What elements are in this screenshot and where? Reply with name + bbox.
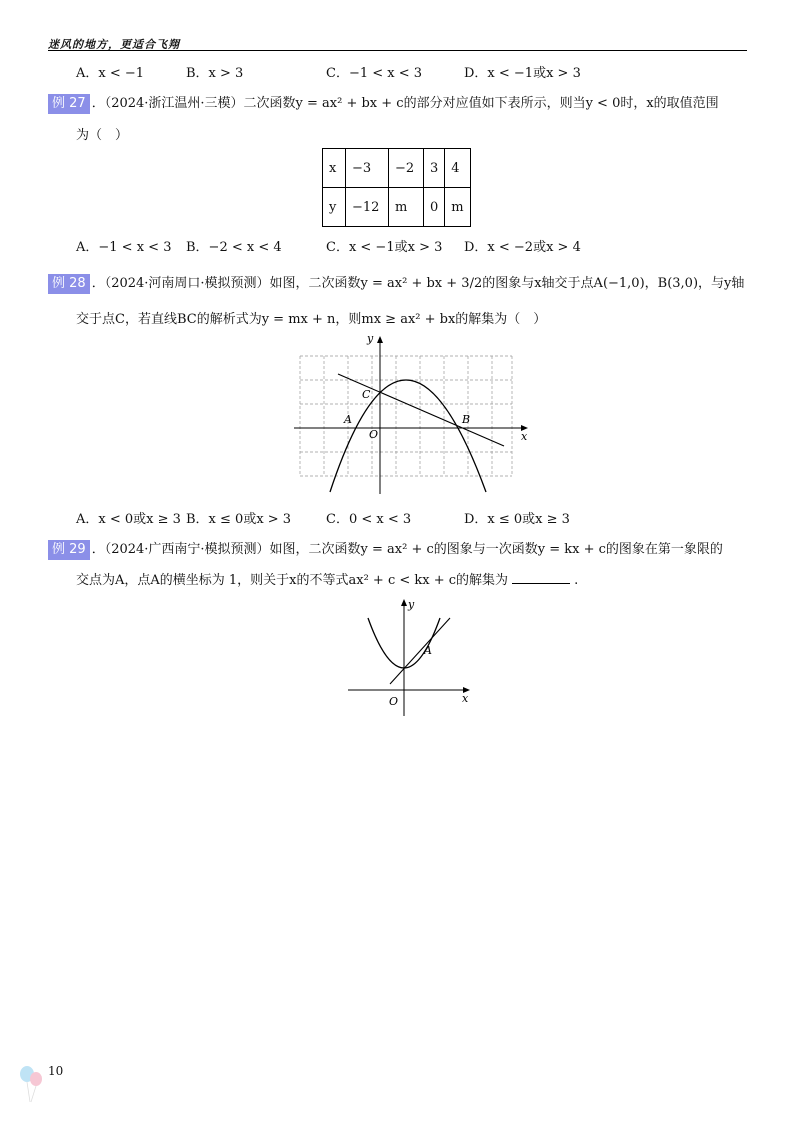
q28-label-o: O <box>369 428 379 441</box>
q27-option-c: C．x < −1或x > 3 <box>326 240 443 255</box>
q28-label-y: y <box>367 334 374 345</box>
q28-text-1: ．（2024·河南周口·模拟预测）如图，二次函数y = ax² + bx + 3/2的图象与x轴交于点A(−1,0)，B(3,0)，与y轴 <box>91 276 745 291</box>
header-rule <box>48 50 747 51</box>
table-cell: 3 <box>424 149 445 188</box>
table-row <box>323 149 471 188</box>
q28-badge: 例 28 <box>48 274 90 294</box>
q27-badge: 例 27 <box>48 94 90 114</box>
q28-label-c: C <box>362 388 371 401</box>
q27-option-d: D．x < −2或x > 4 <box>464 240 581 255</box>
q29-line <box>390 618 450 684</box>
q28-grid <box>300 356 512 476</box>
q26-option-a: A．x < −1 <box>76 66 145 81</box>
q28-option-b: B．x ≤ 0或x > 3 <box>186 512 292 527</box>
table-cell: m <box>389 188 424 227</box>
table-cell: 4 <box>445 149 470 188</box>
q29-text-1: ．（2024·广西南宁·模拟预测）如图，二次函数y = ax² + c的图象与一次函数y = kx + c的图象在第一象限的 <box>91 542 723 557</box>
q27-option-a: A．−1 < x < 3 <box>76 240 172 255</box>
q29-text-3: . <box>574 573 579 588</box>
q29-label-x: x <box>462 692 469 705</box>
table-cell: y <box>323 188 346 227</box>
q28-figure <box>290 334 530 494</box>
q28-option-a: A．x < 0或x ≥ 3 <box>76 512 181 527</box>
page-number: 10 <box>48 1064 64 1078</box>
table-cell: −2 <box>389 149 424 188</box>
q29-line1 <box>48 538 723 560</box>
table-cell: 0 <box>424 188 445 227</box>
q28-option-d: D．x ≤ 0或x ≥ 3 <box>464 512 570 527</box>
q29-text-2: 交点为A，点A的横坐标为 1，则关于x的不等式ax² + c < kx + c的解集为 <box>76 573 509 588</box>
q26-options <box>76 62 581 81</box>
q28-line1 <box>48 272 744 294</box>
q28-label-a: A <box>344 413 352 426</box>
balloon-icon <box>16 1064 46 1104</box>
table-cell: −12 <box>346 188 389 227</box>
q28-parabola <box>330 380 486 492</box>
q29-figure <box>344 596 474 718</box>
table-cell: x <box>323 149 346 188</box>
q29-line2 <box>76 569 578 588</box>
q29-y-arrow <box>401 599 407 606</box>
q29-label-o: O <box>389 695 399 708</box>
q28-option-c: C．0 < x < 3 <box>326 512 412 527</box>
q26-option-b: B．x > 3 <box>186 66 244 81</box>
q28-y-arrow <box>377 336 383 343</box>
table-row <box>323 188 471 227</box>
q26-option-d: D．x < −1或x > 3 <box>464 66 581 81</box>
q29-label-y: y <box>408 598 415 611</box>
q27-text-1: ．（2024·浙江温州·三模）二次函数y = ax² + bx + c的部分对应值如下表所示，则当y < 0时，x的取值范围 <box>91 96 719 111</box>
q29-badge: 例 29 <box>48 540 90 560</box>
q27-value-table <box>322 148 471 227</box>
q27-options <box>76 236 581 255</box>
table-cell: −3 <box>346 149 389 188</box>
q27-line1 <box>48 92 719 114</box>
q29-answer-blank[interactable] <box>512 571 570 584</box>
q29-label-a: A <box>424 644 432 657</box>
q26-option-c: C．−1 < x < 3 <box>326 66 423 81</box>
q27-line2: 为（ ） <box>76 128 129 143</box>
q28-options <box>76 508 570 527</box>
table-cell: m <box>445 188 470 227</box>
q28-label-b: B <box>462 413 471 426</box>
header-motto: 迷风的地方，更适合飞翔 <box>48 38 180 51</box>
q27-option-b: B．−2 < x < 4 <box>186 240 282 255</box>
q28-line2: 交于点C，若直线BC的解析式为y = mx + n，则mx ≥ ax² + bx的解集为（ ） <box>76 312 547 327</box>
q28-label-x: x <box>521 430 528 443</box>
